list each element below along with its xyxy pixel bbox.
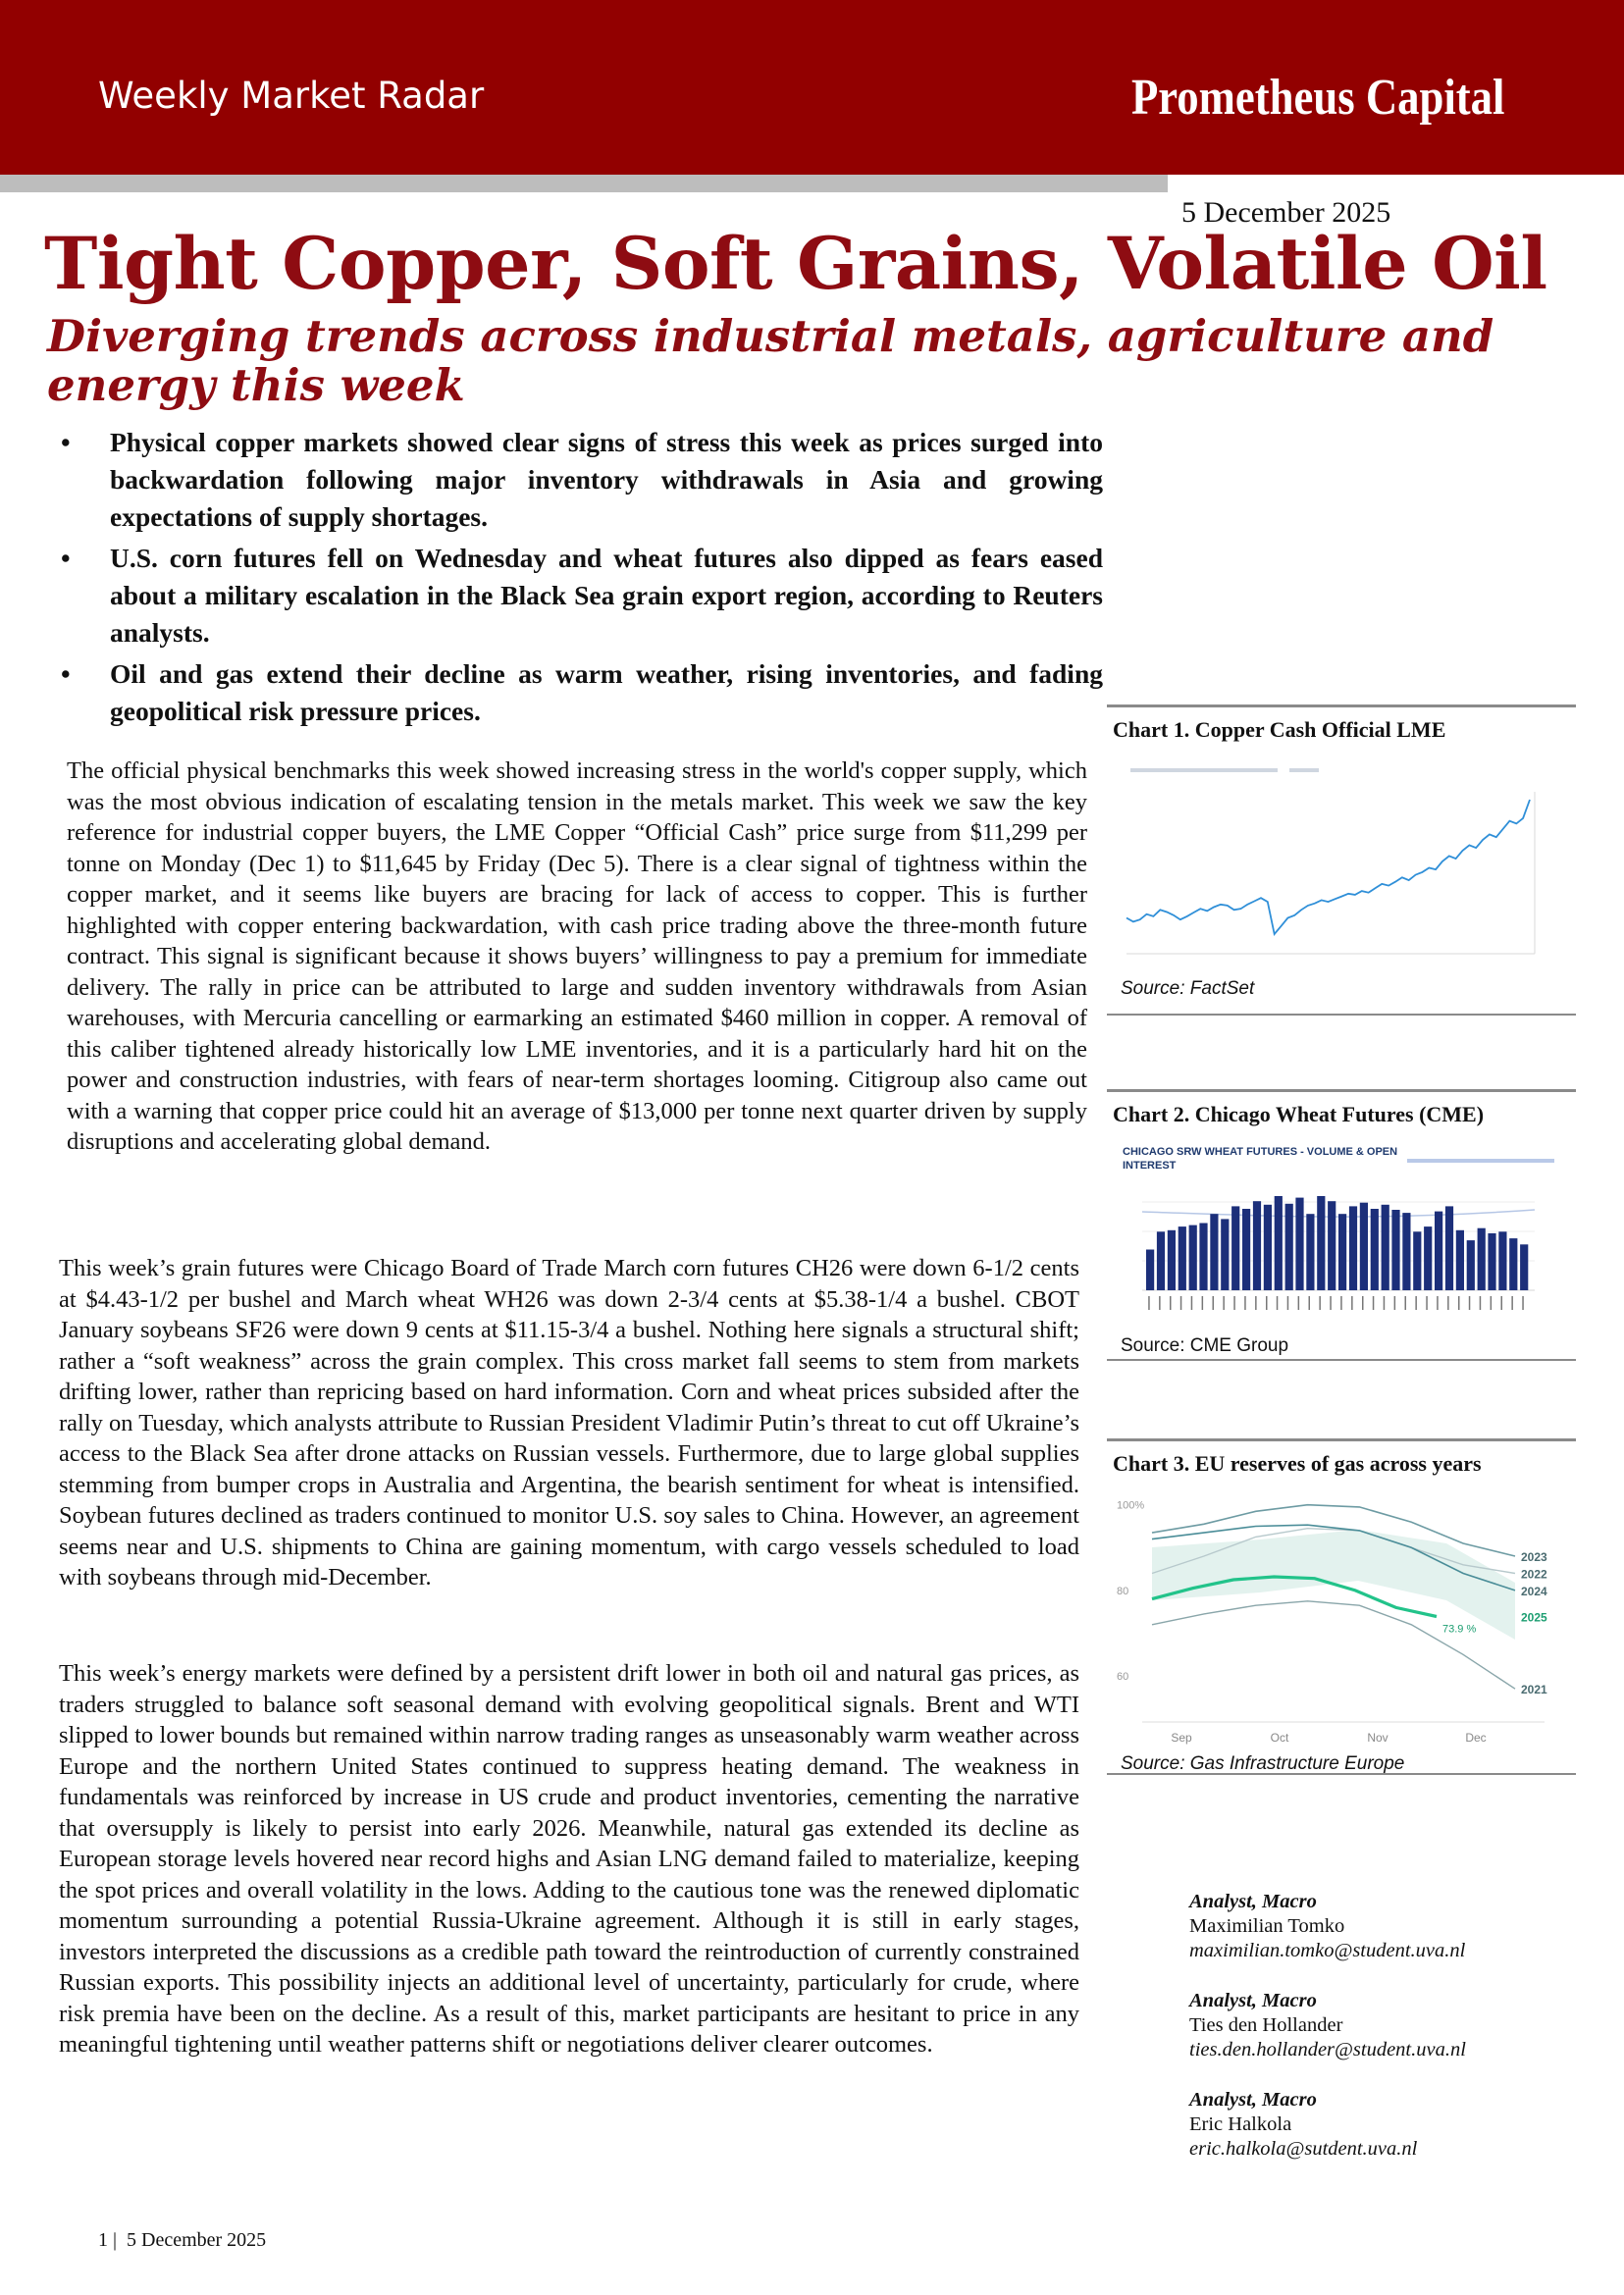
key-point-text: Oil and gas extend their decline as warm weather, rising inventories, and fading geopolitical risk pressure prices. (110, 658, 1103, 726)
series-label-2021: 2021 (1521, 1683, 1547, 1697)
analyst-email[interactable]: maximilian.tomko@student.uva.nl (1189, 1940, 1466, 1961)
chart-3-title: Chart 3. EU reserves of gas across years (1113, 1451, 1482, 1476)
copper-paragraph: The official physical benchmarks this week showed increasing stress in the world's copper supply, which was the most obvious indication of escalating tension in the metals market. This week we saw the key reference for industrial copper buyers, the LME Copper “Official Cash” price surge from $11,299 per tonne on Monday (Dec 1) to $11,645 by Friday (Dec 5). There is a clear signal of tightness within the copper market, and it seems like buyers are bracing for lack of access to copper. This is further highlighted with copper entering backwardation, with cash price trading above the three-month future contract. This signal is significant because it shows buyers’ willingness to pay a premium for immediate delivery. The rally in price can be attributed to large and sudden inventory withdrawals from Asian warehouses, with Mercuria cancelling or earmarking an estimated $460 million in copper. A removal of this caliber tightened already historically low LME inventories, and it is a particularly hard hit on the power and construction industries, with fears of near-term shortages looming. Citigroup also came out with a warning that copper price could hit an average of $13,000 per tonne next quarter driven by supply disruptions and accelerating global demand. (67, 757, 1087, 1155)
chart-1-source (1107, 976, 1576, 1006)
chart-1-title: Chart 1. Copper Cash Official LME (1113, 717, 1446, 742)
volume-bar (1478, 1228, 1486, 1290)
x-tick-label (1340, 1296, 1342, 1310)
x-tick-label (1362, 1296, 1364, 1310)
analyst-name: Ties den Hollander (1189, 2014, 1343, 2036)
chart-2-title: Chart 2. Chicago Wheat Futures (CME) (1113, 1102, 1485, 1126)
volume-bar (1317, 1196, 1325, 1290)
x-tick-label (1426, 1296, 1428, 1310)
x-tick-label (1266, 1296, 1268, 1310)
volume-bar (1509, 1238, 1517, 1290)
analyst-card (1189, 1989, 1466, 2062)
x-tick-label (1394, 1296, 1396, 1310)
chart-3-source-text: Source: Gas Infrastructure Europe (1121, 1753, 1405, 1774)
x-tick-label (1277, 1296, 1279, 1310)
volume-bar (1157, 1231, 1165, 1290)
volume-bar (1179, 1226, 1186, 1290)
x-tick-label (1384, 1296, 1386, 1310)
y-tick-label: 80 (1117, 1585, 1129, 1597)
publication-date: 5 December 2025 (1181, 196, 1391, 229)
volume-bar (1371, 1209, 1379, 1290)
x-tick-label (1170, 1296, 1172, 1310)
header-divider (0, 175, 1168, 192)
key-point (61, 424, 1103, 536)
x-tick-label (1501, 1296, 1503, 1310)
chart-1-legend-bar (1130, 768, 1278, 772)
x-tick-label: Dec (1465, 1731, 1487, 1745)
key-point-text: Physical copper markets showed clear signs of stress this week as prices surged into backwardation following major inventory withdrawals in Asia and growing expectations of supply shortages. (110, 427, 1103, 532)
x-tick-label (1244, 1296, 1246, 1310)
chart-3-source (1107, 1751, 1576, 1781)
analyst-card (1189, 1890, 1466, 1963)
key-point-text: U.S. corn futures fell on Wednesday and wheat futures also dipped as fears eased about a military escalation in the Black Sea grain export region, according to Reuters analysts. (110, 543, 1103, 648)
chart-2-panel (1107, 1089, 1576, 1361)
x-tick-label (1458, 1296, 1460, 1310)
x-tick-label (1255, 1296, 1257, 1310)
volume-bar (1413, 1231, 1421, 1290)
page-subtitle: Diverging trends across industrial metals, agriculture and energy this week (47, 310, 1494, 411)
volume-bar (1424, 1226, 1432, 1290)
series-name: Weekly Market Radar (98, 75, 485, 117)
analyst-contacts (1189, 1890, 1466, 2187)
x-tick-label (1405, 1296, 1407, 1310)
chart-3-annotation: 73.9 % (1442, 1623, 1477, 1636)
x-tick-label (1447, 1296, 1449, 1310)
analyst-name: Maximilian Tomko (1189, 1915, 1345, 1937)
volume-bar (1402, 1213, 1410, 1290)
chart-2-link-bar (1407, 1159, 1554, 1163)
volume-bar (1221, 1219, 1229, 1290)
x-tick-label (1148, 1296, 1150, 1310)
energy-paragraph: This week’s energy markets were defined by a persistent drift lower in both oil and natural gas prices, as traders struggled to balance soft seasonal demand with evolving geopolitical signals. Brent and WTI slipped to lower bounds but remained within narrow trading ranges as unseasonably warm weather across Europe and the northern United States continued to suppress heating demand. The weakness in fundamentals was reinforced by increase in US crude and product inventories, cementing the narrative that oversupply is likely to persist into early 2026. Meanwhile, natural gas extended its decline as European storage levels hovered near record highs and Asian LNG demand failed to materialize, keeping the spot prices and overall volatility in the lows. Adding to the cautious tone was the renewed diplomatic momentum surrounding a potential Russia-Ukraine agreement. Although it is still in early stages, investors interpreted the discussions as a credible path toward the reintroduction of currently constrained Russian exports. This possibility injects an additional level of uncertainty, particularly for crude, where risk premia have been on the decline. As a result of this, market participants are hesitant to price in any meaningful tightening until weather patterns shift or negotiations deliver clearer outcomes. (59, 1660, 1079, 2058)
analyst-role: Analyst, Macro (1189, 1891, 1317, 1912)
analyst-card (1189, 2088, 1466, 2162)
volume-bar (1210, 1214, 1218, 1290)
analyst-name: Eric Halkola (1189, 2113, 1292, 2135)
volume-bar (1231, 1206, 1239, 1290)
x-tick-label (1469, 1296, 1471, 1310)
series-label-2022: 2022 (1521, 1567, 1547, 1582)
x-tick-label (1319, 1296, 1321, 1310)
x-tick-label (1233, 1296, 1235, 1310)
x-tick-label (1522, 1296, 1524, 1310)
bullet-icon: • (61, 543, 71, 573)
key-points-list (61, 424, 1103, 734)
volume-bar (1456, 1230, 1464, 1290)
chart-1-source-name: FactSet (1189, 978, 1255, 999)
chart-3-figure (1113, 1487, 1570, 1751)
x-tick-label (1180, 1296, 1182, 1310)
x-tick-label (1480, 1296, 1482, 1310)
chart-1-legend-bar (1289, 768, 1319, 772)
analyst-email[interactable]: ties.den.hollander@student.uva.nl (1189, 2039, 1466, 2060)
volume-bar (1488, 1233, 1495, 1290)
volume-bar (1520, 1244, 1528, 1290)
page-footer (98, 2229, 266, 2252)
volume-bar (1391, 1210, 1399, 1290)
volume-bar (1146, 1250, 1154, 1291)
x-tick-label (1415, 1296, 1417, 1310)
x-tick-label (1373, 1296, 1375, 1310)
volume-bar (1242, 1209, 1250, 1290)
key-point (61, 655, 1103, 730)
volume-bar (1435, 1212, 1442, 1290)
x-tick-label: Sep (1171, 1731, 1192, 1745)
volume-bar (1295, 1198, 1303, 1290)
volume-bar (1306, 1214, 1314, 1290)
x-tick-label (1298, 1296, 1300, 1310)
series-label-2025: 2025 (1521, 1610, 1547, 1625)
volume-bar (1253, 1201, 1261, 1290)
x-tick-label (1351, 1296, 1353, 1310)
key-point (61, 540, 1103, 652)
x-tick-label (1202, 1296, 1204, 1310)
x-tick-label: Nov (1367, 1731, 1388, 1745)
x-tick-label (1159, 1296, 1161, 1310)
analyst-email[interactable]: eric.halkola@sutdent.uva.nl (1189, 2138, 1418, 2160)
grains-paragraph: This week’s grain futures were Chicago Board of Trade March corn futures CH26 were down 6-1/2 cents at $4.43-1/2 per bushel and March wheat WH26 was down 2-3/4 cents at $5.38-1/4 a bushel. CBOT January soybeans SF26 were down 9 cents at $11.15-3/4 a bushel. Nothing here signals a structural shift; rather a “soft weakness” across the grain complex. This cross market fall seems to stem from markets drifting lower, rather than repricing based on hard information. Corn and wheat prices subsided after the rally on Tuesday, which analysts attribute to Russian President Vladimir Putin’s threat to cut off Ukraine’s access to the Black Sea after drone attacks on Russian vessels. Furthermore, due to large global supplies stemming from bumper crops in Australia and Argentina, the bearish sentiment for wheat is intensified. Soybean futures declined as traders continued to monitor U.S. soy sales to China. However, an agreement seems near and U.S. shipments to China are gaining momentum, with cargo vessels scheduled to load with soybeans through mid-December. (59, 1255, 1079, 1591)
chart-2-inner-title: INTEREST (1123, 1160, 1177, 1172)
x-tick-label (1437, 1296, 1439, 1310)
x-tick-label (1223, 1296, 1225, 1310)
volume-bar (1199, 1224, 1207, 1291)
footer-date: 5 December 2025 (127, 2229, 267, 2251)
x-tick-label (1330, 1296, 1332, 1310)
page-title: Tight Copper, Soft Grains, Volatile Oil (44, 222, 1547, 306)
volume-bar (1275, 1196, 1283, 1290)
volume-bar (1498, 1231, 1506, 1290)
volume-bar (1338, 1214, 1346, 1290)
series-label-2024: 2024 (1521, 1584, 1547, 1598)
volume-bar (1189, 1226, 1197, 1290)
chart-2-source: Source: CME Group (1121, 1335, 1289, 1356)
bullet-icon: • (61, 658, 71, 689)
x-tick-label (1511, 1296, 1513, 1310)
chart-2-inner-title: CHICAGO SRW WHEAT FUTURES - VOLUME & OPEN (1123, 1146, 1398, 1158)
x-tick-label (1491, 1296, 1493, 1310)
y-tick-label: 60 (1117, 1671, 1129, 1684)
chart-1-source-label: Source: (1121, 978, 1190, 999)
x-tick-label (1287, 1296, 1289, 1310)
volume-bar (1360, 1203, 1368, 1290)
chart-2-figure (1113, 1137, 1570, 1333)
bullet-icon: • (61, 427, 71, 457)
brand-name: Prometheus Capital (1130, 70, 1504, 126)
page-number: 1 | (98, 2229, 118, 2251)
analyst-role: Analyst, Macro (1189, 2089, 1317, 2111)
volume-bar (1328, 1201, 1336, 1290)
chart-3-panel (1107, 1438, 1576, 1775)
chart-1-panel (1107, 704, 1576, 1016)
series-label-2023: 2023 (1521, 1550, 1547, 1564)
volume-bar (1382, 1205, 1389, 1290)
volume-bar (1349, 1206, 1357, 1290)
volume-bar (1285, 1204, 1293, 1290)
x-tick-label (1213, 1296, 1215, 1310)
x-tick-label: Oct (1270, 1731, 1289, 1745)
x-tick-label (1309, 1296, 1311, 1310)
volume-bar (1445, 1206, 1453, 1290)
analyst-role: Analyst, Macro (1189, 1990, 1317, 2011)
chart-1-figure (1113, 753, 1570, 976)
y-tick-label: 100% (1117, 1499, 1145, 1512)
volume-bar (1168, 1230, 1176, 1290)
x-tick-label (1191, 1296, 1193, 1310)
volume-bar (1264, 1205, 1272, 1290)
volume-bar (1467, 1240, 1475, 1290)
